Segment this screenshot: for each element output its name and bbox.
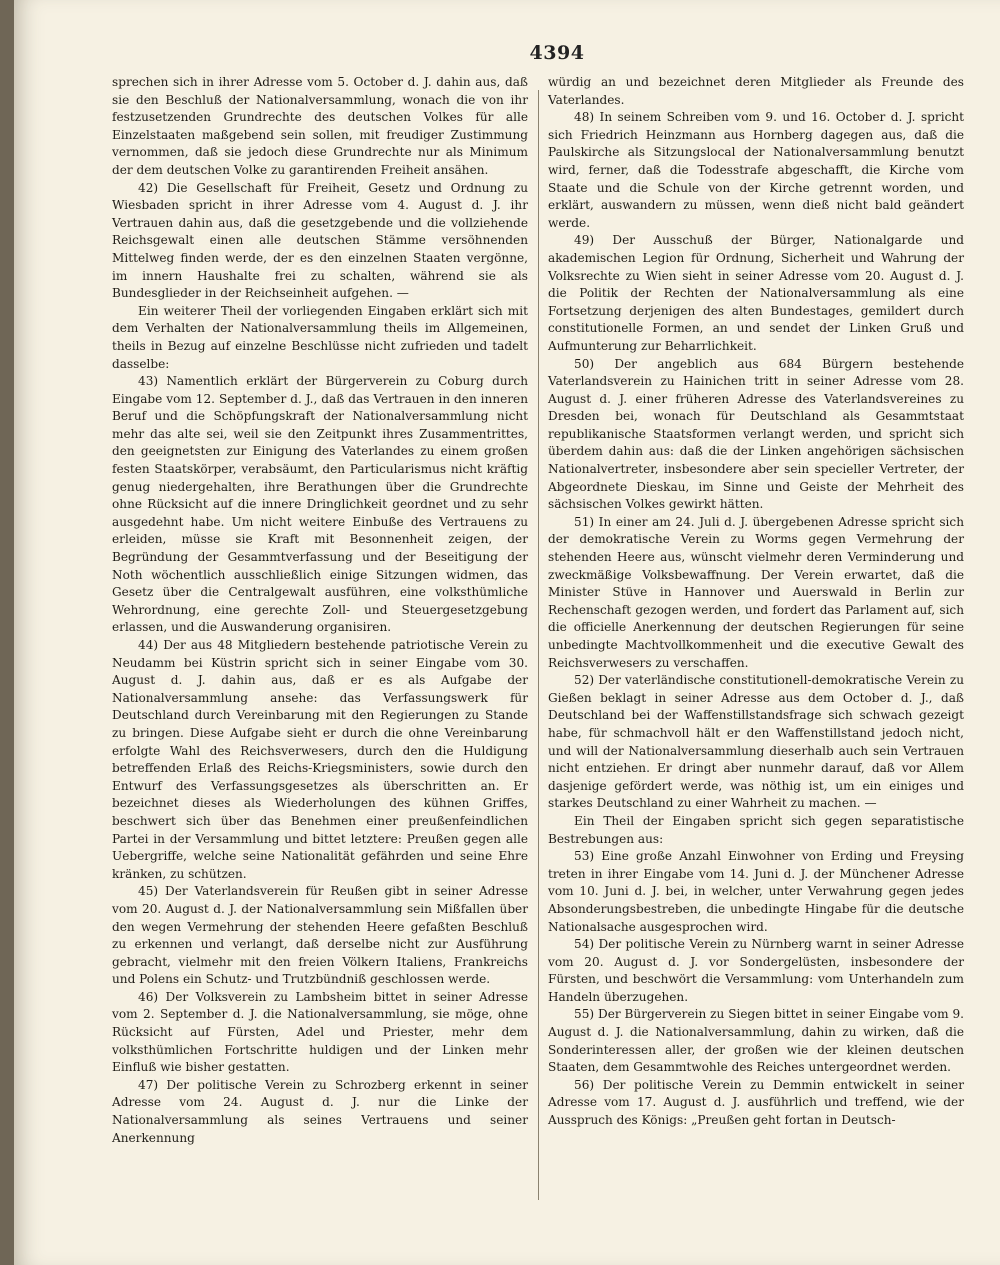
paragraph: Ein Theil der Eingaben spricht sich gegen separatistische Bestrebungen aus: xyxy=(548,813,964,846)
paragraph: 44) Der aus 48 Mitgliedern bestehende patriotische Verein zu Neudamm bei Küstrin spricht sich in seiner Eingabe vom 30. August d. J. dahin aus, daß er es als Aufgabe der Nationalversammlung ansehe: das Verfassungswerk für Deutschland durch Vereinbarung mit den Regierungen zu Stande zu bringen. Diese Aufgabe sieht er durch die ohne Vereinbarung erfolgte Wahl des Reichsverwesers, durch den die Huldigung betreffenden Erlaß des Reichs-Kriegsministers, sowie durch den Entwurf des Verfassungsgesetzes als überschritten an. Er bezeichnet dieses als Wiederholungen des kühnen Griffes, beschwert sich über das Benehmen einer preußenfeindlichen Partei in der Versammlung und bittet letztere: Preußen gegen alle Uebergriffe, welche seine Nationalität gefährden und seine Ehre kränken, zu schützen. xyxy=(112,638,528,881)
paragraph: Ein weiterer Theil der vorliegenden Eingaben erklärt sich mit dem Verhalten der Nationalversammlung theils im Allgemeinen, theils in Bezug auf einzelne Beschlüsse nicht zufrieden und tadelt dasselbe: xyxy=(112,303,528,371)
document-page xyxy=(14,0,1000,1265)
paragraph: 53) Eine große Anzahl Einwohner von Erding und Freysing treten in ihrer Eingabe vom 14. Juni d. J. der Münchener Adresse vom 10. Juni d. J. bei, in welcher, unter Verwahrung gegen jedes Absonderungsbestreben, die unbedingte Hingabe für die deutsche Nationalsache ausgesprochen wird. xyxy=(548,849,964,934)
paragraph: 43) Namentlich erklärt der Bürgerverein zu Coburg durch Eingabe vom 12. September d. J., daß das Vertrauen in den inneren Beruf und die Schöpfungskraft der Nationalversammlung nicht mehr das alte sei, weil sie den Zeitpunkt ihres Zusammentrittes, den geeignetsten zur Einigung des Vaterlandes zu einem großen festen Staatskörper, verabsäumt, den Particularismus nicht kräftig genug niedergehalten, ihre Berathungen über die Grundrechte ohne Rücksicht auf die innere Dringlichkeit geordnet und zu sehr ausgedehnt habe. Um nicht weitere Einbuße des Vertrauens zu erleiden, müsse sie Kraft mit Besonnenheit zeigen, der Begründung der Gesammtverfassung und der Beseitigung der Noth wöchentlich ausschließlich einige Sitzungen widmen, das Gesetz über die Centralgewalt ausführen, eine volksthümliche Wehrordnung, eine gerechte Zoll- und Steuergesetzgebung erlassen, und die Auswanderung organisiren. xyxy=(112,374,528,635)
paragraph: 45) Der Vaterlandsverein für Reußen gibt in seiner Adresse vom 20. August d. J. der Nationalversammlung sein Mißfallen über den wegen Vermehrung der stehenden Heere gefaßten Beschluß zu erkennen und verlangt, daß derselbe nicht zur Ausführung gebracht, vielmehr mit den freien Völkern Italiens, Frankreichs und Polens ein Schutz- und Trutzbündniß geschlossen werde. xyxy=(112,884,528,987)
paragraph: 48) In seinem Schreiben vom 9. und 16. October d. J. spricht sich Friedrich Heinzmann aus Hornberg dagegen aus, daß die Paulskirche als Sitzungslocal der Nationalversammlung benutzt wird, ferner, daß die Todesstrafe abgeschafft, die Kirche vom Staate und die Schule von der Kirche getrennt worden, und erklärt, auswandern zu müssen, wenn dieß nicht bald geändert werde. xyxy=(548,110,964,230)
paragraph: 50) Der angeblich aus 684 Bürgern bestehende Vaterlandsverein zu Hainichen tritt in seiner Adresse vom 28. August d. J. einer früheren Adresse des Vaterlandsvereines zu Dresden bei, wonach für Deutschland als Gesammtstaat republikanische Staatsformen verlangt werden, und spricht sich überdem dahin aus: daß die der Linken angehörigen sächsischen Nationalvertreter, insbesondere aber sein specieller Vertreter, der Abgeordnete Dieskau, im Sinne und Geiste der Mehrheit des sächsischen Volkes gewirkt hätten. xyxy=(548,356,964,512)
left-column xyxy=(112,74,528,1147)
paragraph: 51) In einer am 24. Juli d. J. übergebenen Adresse spricht sich der demokratische Verein zu Worms gegen Vermehrung der stehenden Heere aus, wünscht vielmehr deren Verminderung und zweckmäßige Volksbewaffnung. Der Verein erwartet, daß die Minister Stüve in Hannover und Auerswald in Berlin zur Rechenschaft gezogen werden, und fordert das Parlament auf, sich die officielle Anerkennung der deutschen Regierungen für seine unbedingte Machtvollkommenheit und die executive Gewalt des Reichsverwesers zu verschaffen. xyxy=(548,514,964,670)
paragraph: 47) Der politische Verein zu Schrozberg erkennt in seiner Adresse vom 24. August d. J. nur die Linke der Nationalversammlung als seines Vertrauens und seiner Anerkennung xyxy=(112,1077,528,1145)
paragraph: sprechen sich in ihrer Adresse vom 5. October d. J. dahin aus, daß sie den Beschluß der Nationalversammlung, wonach die von ihr festzusetzenden Grundrechte des deutschen Volkes für alle Einzelstaaten maßgebend sein sollen, mit freudiger Zustimmung vernommen, daß sie jedoch diese Grundrechte nur als Minimum der dem deutschen Volke zu garantirenden Freiheit ansähen. xyxy=(112,75,528,177)
paragraph: 52) Der vaterländische constitutionell-demokratische Verein zu Gießen beklagt in seiner Adresse aus dem October d. J., daß Deutschland bei der Waffenstillstandsfrage sich schwach gezeigt habe, für schmachvoll hält er den Waffenstillstand jedoch nicht, und will der Nationalversammlung dieserhalb auch sein Vertrauen nicht entziehen. Er dringt aber nunmehr darauf, daß vor Allem dasjenige gefördert werde, was nöthig ist, um ein einiges und starkes Deutschland zu einer Wahrheit zu machen. — xyxy=(548,673,964,811)
paragraph: 42) Die Gesellschaft für Freiheit, Gesetz und Ordnung zu Wiesbaden spricht in ihrer Adresse vom 4. August d. J. ihr Vertrauen dahin aus, daß die gesetzgebende und die vollziehende Reichsgewalt einen alle deutschen Stämme versöhnenden Mittelweg finden werde, der es den einzelnen Staaten vergönne, im innern Haushalte frei zu schalten, während sie als Bundesglieder in der Reichseinheit aufgehen. — xyxy=(112,180,528,301)
paragraph: 54) Der politische Verein zu Nürnberg warnt in seiner Adresse vom 20. August d. J. vor Sondergelüsten, insbesondere der Fürsten, und beschwört die Versammlung: vom Unterhandeln zum Handeln überzugehen. xyxy=(548,937,964,1004)
paragraph: 49) Der Ausschuß der Bürger, Nationalgarde und akademischen Legion für Ordnung, Sicherheit und Wahrung der Volksrechte zu Wien sieht in seiner Adresse vom 20. August d. J. die Politik der Rechten der Nationalversammlung als eine Fortsetzung derjenigen des alten Bundestages, gemildert durch constitutionelle Formen, an und sendet der Linken Gruß und Aufmunterung zur Beharrlichkeit. xyxy=(548,233,964,353)
column-divider xyxy=(538,90,539,1200)
paragraph: würdig an und bezeichnet deren Mitglieder als Freunde des Vaterlandes. xyxy=(548,75,964,107)
right-column xyxy=(548,74,964,1130)
paragraph: 55) Der Bürgerverein zu Siegen bittet in seiner Eingabe vom 9. August d. J. die Nationalversammlung, dahin zu wirken, daß die Sonderinteressen aller, der großen wie der kleinen deutschen Staaten, dem Gesammtwohle des Reiches untergeordnet werden. xyxy=(548,1007,964,1075)
paragraph: 56) Der politische Verein zu Demmin entwickelt in seiner Adresse vom 17. August d. J. ausführlich und treffend, wie der Ausspruch des Königs: „Preußen geht fortan in Deutsch- xyxy=(548,1077,964,1128)
page-number: 4394 xyxy=(529,42,585,64)
paragraph: 46) Der Volksverein zu Lambsheim bittet in seiner Adresse vom 2. September d. J. die Nationalversammlung, sie möge, ohne Rücksicht auf Fürsten, Adel und Priester, mehr dem volksthümlichen Fortschritte huldigen und der Linken mehr Einfluß wie bisher gestatten. xyxy=(112,989,528,1075)
